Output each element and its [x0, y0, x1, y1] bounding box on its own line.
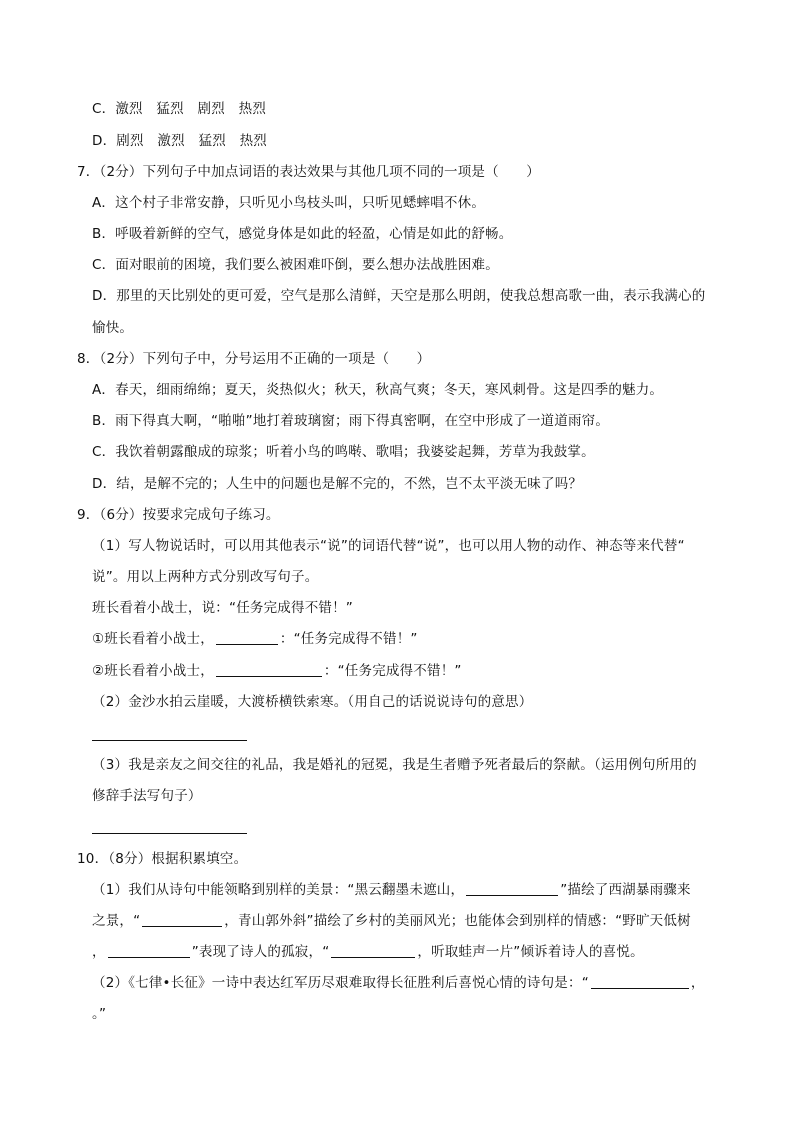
q10-1c-mid: ”表现了诗人的孤寂，“	[191, 944, 330, 960]
question-10-part-1	[92, 880, 691, 900]
question-8-option-c: C．我饮着朝露酿成的琼浆；听着小鸟的鸣啭、歌唱；我婆娑起舞，芳草为我鼓掌。	[92, 444, 595, 460]
question-9-part-2: （2）金沙水拍云崖暖，大渡桥横铁索寒。（用自己的话说说诗句的意思）	[92, 694, 533, 710]
q10-1-prefix: （1）我们从诗句中能领略到别样的美景：“黑云翻墨未遮山，	[92, 882, 465, 898]
q10-2-suffix: ，	[690, 975, 705, 991]
option-c-words: C．激烈 猛烈 剧烈 热烈	[92, 101, 267, 117]
question-9: 9．（6分）按要求完成句子练习。	[77, 507, 280, 523]
answer-blank[interactable]	[108, 943, 190, 958]
question-8-option-b: B．雨下得真大啊，“啪啪”地打着玻璃窗；雨下得真密啊，在空中形成了一道道雨帘。	[92, 413, 610, 429]
answer-blank[interactable]	[142, 912, 222, 927]
answer-line[interactable]	[92, 740, 247, 741]
answer-blank[interactable]	[216, 662, 322, 677]
question-8-option-d: D．结，是解不完的；人生中的问题也是解不完的，不然，岂不太平淡无味了吗？	[92, 476, 583, 492]
option-d-words: D．剧烈 激烈 猛烈 热烈	[92, 133, 267, 149]
question-7-option-b: B．呼吸着新鲜的空气，感觉身体是如此的轻盈，心情是如此的舒畅。	[92, 226, 513, 242]
question-8-option-a: A．春天，细雨绵绵；夏天，炎热似火；秋天，秋高气爽；冬天，寒风刺骨。这是四季的魅力。	[92, 382, 664, 398]
q10-1b-mid: ，青山郭外斜”描绘了乡村的美丽风光；也能体会到别样的情感：“野旷天低树	[224, 913, 691, 929]
question-9-part-1-cont: 说”。用以上两种方式分别改写句子。	[92, 569, 319, 585]
question-8: 8．（2分）下列句子中，分号运用不正确的一项是（ ）	[77, 351, 431, 367]
question-7-option-a: A．这个村子非常安静，只听见小鸟枝头叫，只听见蟋蟀唱不休。	[92, 195, 486, 211]
question-10: 10．（8分）根据积累填空。	[77, 851, 248, 867]
q10-2-prefix: （2）《七律•长征》一诗中表达红军历尽艰难取得长征胜利后喜悦心情的诗句是：“	[92, 975, 589, 991]
answer-blank[interactable]	[466, 881, 558, 896]
answer-line[interactable]	[92, 833, 247, 834]
question-10-part-1-line-3	[92, 942, 644, 962]
answer-blank[interactable]	[331, 943, 415, 958]
question-9-part-3: （3）我是亲友之间交往的礼品，我是婚礼的冠冕，我是生者赠予死者最后的祭献。（运用例句所用的	[92, 757, 697, 773]
question-9-rewrite-2	[92, 661, 462, 681]
question-7-option-c: C．面对眼前的困境，我们要么被困难吓倒，要么想办法战胜困难。	[92, 257, 499, 273]
question-9-rewrite-1	[92, 629, 418, 649]
q10-1b-prefix: 之景，“	[92, 913, 141, 929]
question-7: 7．（2分）下列句子中加点词语的表达效果与其他几项不同的一项是（ ）	[77, 164, 540, 180]
question-9-part-1: （1）写人物说话时，可以用其他表示“说”的词语代替“说”，也可以用人物的动作、神态等来代替“	[92, 538, 685, 554]
answer-blank[interactable]	[216, 630, 278, 645]
rewrite-1-suffix: ：“任务完成得不错！”	[279, 631, 418, 647]
rewrite-2-suffix: ：“任务完成得不错！”	[323, 663, 462, 679]
q10-1-suffix: ”描绘了西湖暴雨骤来	[560, 882, 691, 898]
question-10-part-2	[92, 973, 705, 993]
rewrite-2-prefix: ②班长看着小战士，	[92, 663, 214, 679]
answer-blank[interactable]	[591, 974, 689, 989]
question-10-part-1-line-2	[92, 911, 691, 931]
question-7-option-d-cont: 愉快。	[92, 320, 134, 336]
rewrite-1-prefix: ①班长看着小战士，	[92, 631, 214, 647]
q10-1c-prefix: ，	[92, 944, 106, 960]
q10-1c-suffix: ，听取蛙声一片”倾诉着诗人的喜悦。	[417, 944, 644, 960]
question-9-part-3-cont: 修辞手法写句子）	[92, 788, 202, 804]
question-10-part-2-end: 。”	[92, 1006, 107, 1022]
question-7-option-d: D．那里的天比别处的更可爱，空气是那么清鲜，天空是那么明朗，使我总想高歌一曲，表示我满心的	[92, 288, 706, 304]
question-9-example: 班长看着小战士，说：“任务完成得不错！”	[92, 600, 353, 616]
